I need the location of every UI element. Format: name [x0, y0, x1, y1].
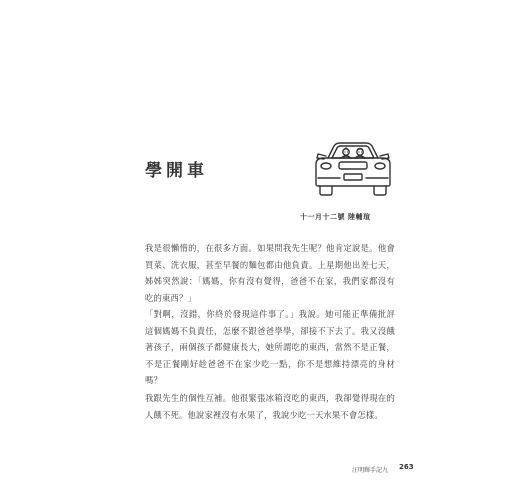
byline-date: 十一月十二號: [300, 213, 345, 221]
page-number: 263: [399, 463, 414, 471]
chapter-title: 學開車: [145, 161, 208, 181]
body-paragraph-2: 「對啊，沒錯，你終於發現這件事了。」我說。她可能正準備批評這個媽媽不負責任，怎麼不跟爸爸學學，卻接不下去了。我又沒餓著孩子，兩個孩子都健康長大，她所謂吃的東西，當然不是正餐，不是正餐剛好趁爸爸不在家少吃一點，你不是想維持漂亮的身材嗎？: [145, 309, 395, 386]
running-footer-title: 汪明輝手記九: [352, 467, 389, 474]
body-paragraph-1: 我是很懶惰的，在很多方面。如果問我先生呢？他肯定說是。他會買菜、洗衣服，甚至早餐的麵包都由他負責。上星期他出差七天，姊姊突然說：「媽媽，你有沒有覺得，爸爸不在家，我們家都沒有吃的東西？」: [145, 243, 395, 303]
car-illustration: [306, 138, 400, 198]
byline-author: 陸輔瑄: [348, 213, 371, 221]
byline: [300, 212, 371, 222]
body-paragraph-3: 我跟先生的個性互補。他很緊張冰箱沒吃的東西，我卻覺得現在的人餓不死。他說家裡沒有水果了，我說少吃一天水果不會怎樣。: [145, 393, 395, 420]
